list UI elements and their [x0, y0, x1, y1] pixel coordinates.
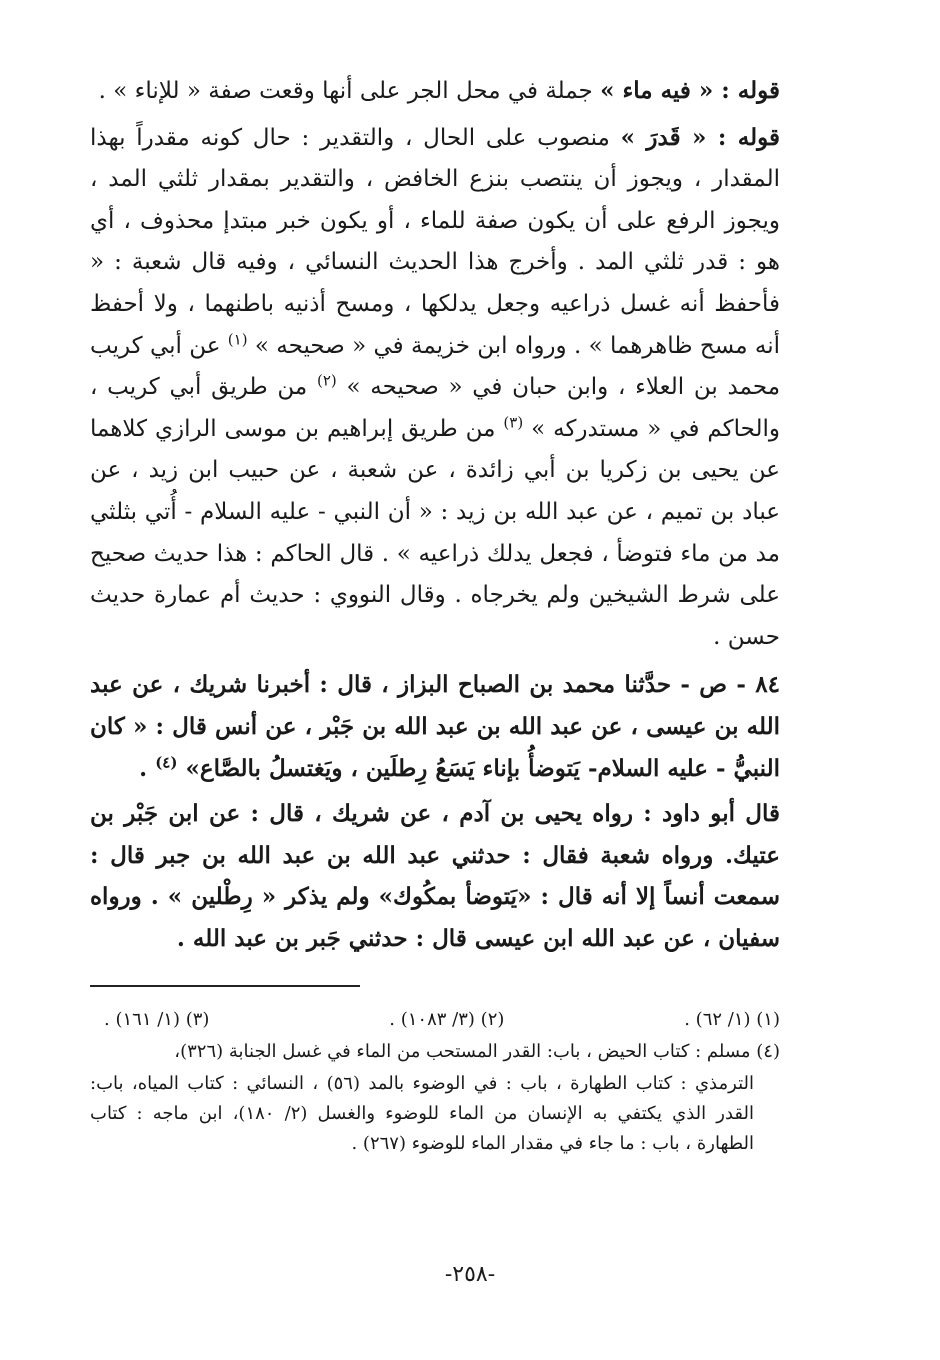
paragraph-1-text: جملة في محل الجر على أنها وقعت صفة « للإناء » .: [98, 78, 601, 104]
hadith-84-tail: .: [139, 754, 156, 782]
paragraph-2-text-3: من طريق أبي كريب ، والحاكم في « مستدركه »: [90, 374, 780, 442]
page-body: [90, 70, 780, 1159]
paragraph-2-text-2: عن أبي كريب محمد بن العلاء ، وابن حبان في « صحيحه »: [90, 332, 781, 401]
abu-dawud-comment-text: قال أبو داود : رواه يحيى بن آدم ، عن شريك ، قال : عن ابن جَبْر بن عتيك. ورواه شعبة فقال : حدثني عبد الله بن عبد الله بن جبر قال : سمعت أنساً إلا أنه قال : «يَتوضأ بمكُوك» ولم يذكر « رِطْلين » . ورواه سفيان ، عن عبد الله ابن عيسى قال : حدثني جَبر بن عبد الله .: [90, 800, 780, 952]
footnote-row: [90, 1005, 780, 1035]
footnote-4-head: (٤) مسلم : كتاب الحيض ، باب: القدر المستحب من الماء في غسل الجنابة (٣٢٦)،: [174, 1041, 780, 1063]
abu-dawud-comment: [90, 793, 780, 959]
footnote-separator: [90, 985, 360, 987]
footnote-2: (٢) (٣/ ١٠٨٣) .: [389, 1009, 505, 1031]
page-number: -٢٥٨-: [444, 1262, 496, 1287]
hadith-84-text: ٨٤ - ص - حدَّثنا محمد بن الصباح البزاز ، قال : أخبرنا شريك ، عن عبد الله بن عيسى ، عن عبد الله بن عبد الله بن جَبْر ، عن أنس قال : « كان النبيُّ - عليه السلام- يَتوضأُ بإناء يَسَعُ رِطلَين ، ويَغتسلُ بالصَّاع»: [90, 671, 780, 782]
footnote-1: (١) (١/ ٦٢) .: [684, 1009, 780, 1031]
paragraph-2-text-4: من طريق إبراهيم بن موسى الرازي كلاهما عن يحيى بن زكريا بن أبي زائدة ، عن شعبة ، عن حبيب ابن زيد ، عن عباد بن تميم ، عن عبد الله بن زيد : « أن النبي - عليه السلام - أُتي بثلثي مد من ماء فتوضأ ، فجعل يدلك ذراعيه » . قال الحاكم : هذا حديث صحيح على شرط الشيخين ولم يخرجاه . وقال النووي : حديث أم عمارة حديث حسن .: [90, 415, 780, 650]
footnote-4-body: الترمذي : كتاب الطهارة ، باب : في الوضوء بالمد (٥٦) ، النسائي : كتاب المياه، باب: القدر الذي يكتفي به الإنسان من الماء للوضوء والغسل (٢/ ١٨٠)، ابن ماجه : كتاب الطهارة ، باب : ما جاء في مقدار الماء للوضوء (٢٦٧) .: [90, 1073, 754, 1155]
paragraph-1: [90, 70, 780, 113]
footnote-ref-2: (٢): [316, 371, 337, 390]
footnotes: [90, 1005, 780, 1159]
hadith-84: [90, 664, 780, 789]
footnote-ref-1: (١): [227, 329, 248, 348]
paragraph-2: [90, 117, 780, 659]
footnote-3: (٣) (١/ ١٦١) .: [104, 1009, 210, 1031]
paragraph-2-lead: قوله : « قَدرَ »: [620, 123, 780, 151]
paragraph-1-lead: قوله : « فيه ماء »: [600, 77, 780, 104]
paragraph-2-text: منصوب على الحال ، والتقدير : حال كونه مقدراً بهذا المقدار ، ويجوز أن ينتصب بنزع الخافض ، والتقدير بمقدار ثلثي المد ، ويجوز الرفع على أن يكون صفة للماء ، أو يكون خبر مبتدإ محذوف ، أي هو : قدر ثلثي المد . وأخرج هذا الحديث النسائي ، وفيه قال شعبة : « فأحفظ أنه غسل ذراعيه وجعل يدلكها ، ومسح أذنيه باطنهما ، ولا أحفظ أنه مسح ظاهرهما » . ورواه ابن خزيمة في « صحيحه »: [90, 124, 781, 359]
footnote-ref-3: (٣): [503, 413, 524, 432]
footnote-ref-4: (٤): [155, 752, 178, 771]
